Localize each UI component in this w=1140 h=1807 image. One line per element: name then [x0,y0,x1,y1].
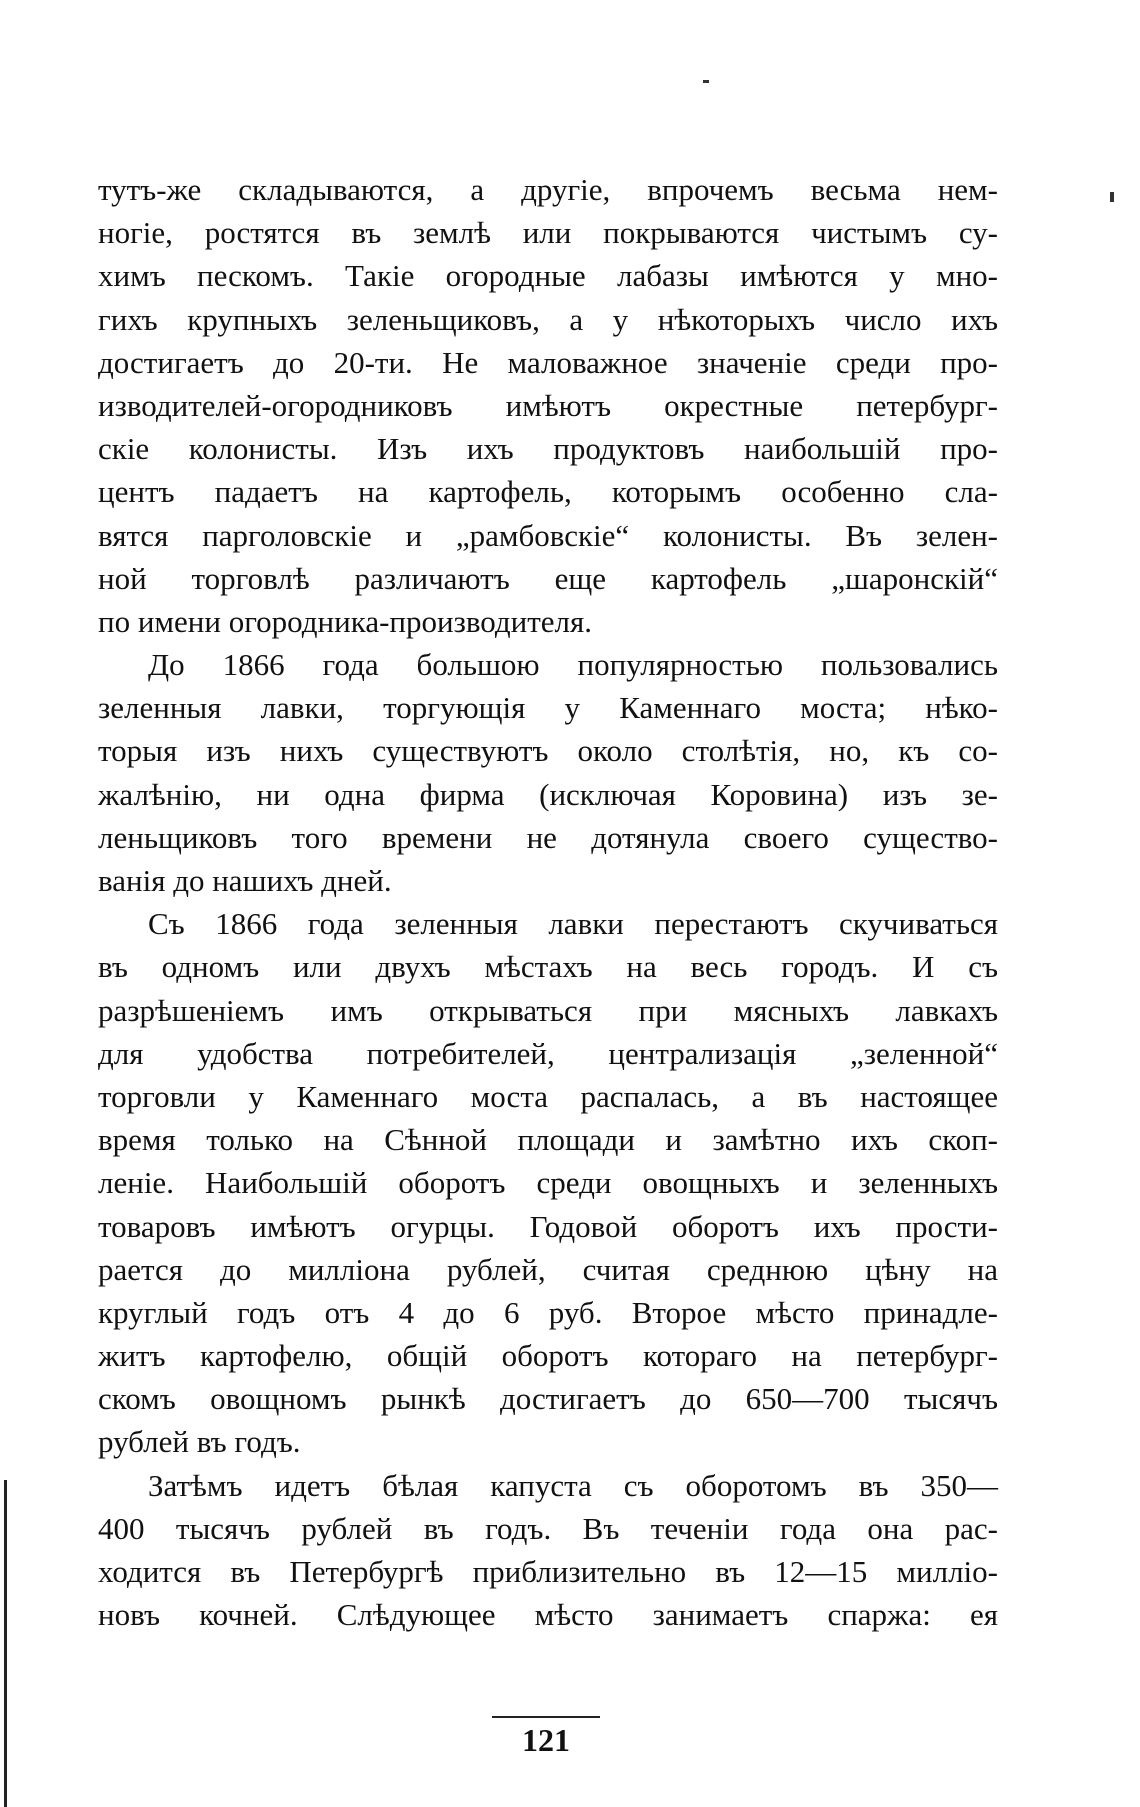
text-line: леніе. Наибольшій оборотъ среди овощныхъ и зеленныхъ [98,1165,998,1201]
text-line: достигаетъ до 20-ти. Не маловажное значеніе среди про- [98,344,998,380]
text-line: Затѣмъ идетъ бѣлая капуста съ оборотомъ въ 350— [148,1467,998,1503]
text-line: химъ пескомъ. Такіе огородные лабазы имѣются у мно- [98,258,998,294]
text-line: вятся парголовскіе и „рамбовскіе“ колонисты. Въ зелен- [98,517,998,553]
text-line: Съ 1866 года зеленныя лавки перестаютъ скучиваться [148,906,998,942]
paragraph-4 [98,1464,998,1637]
text-line: новъ кочней. Слѣдующее мѣсто занимаетъ спаржа: ея [98,1597,998,1633]
text-line: въ одномъ или двухъ мѣстахъ на весь городъ. И съ [98,949,998,985]
scan-edge-shadow [4,1480,7,1807]
text-line: рублей въ годъ. [98,1424,301,1460]
text-line: по имени огородника-производителя. [98,603,593,639]
footer-rule [492,1716,600,1718]
text-line: для удобства потребителей, централизація „зеленной“ [98,1035,998,1071]
page-number: 121 [522,1722,570,1758]
text-line: житъ картофелю, общій оборотъ котораго на петербург- [98,1338,998,1374]
text-line: леньщиковъ того времени не дотянула своего существо- [98,819,998,855]
text-line: ванія до нашихъ дней. [98,863,392,898]
text-line: торыя изъ нихъ существуютъ около столѣтія, но, къ со- [98,733,998,769]
paragraph-3 [98,902,998,1463]
text-line: центъ падаетъ на картофель, которымъ особенно сла- [98,474,998,510]
text-line: зеленныя лавки, торгующія у Каменнаго моста; нѣко- [98,690,998,726]
text-line: ходится въ Петербургѣ приблизительно въ 12—15 милліо- [98,1554,998,1589]
text-line: товаровъ имѣютъ огурцы. Годовой оборотъ ихъ прости- [98,1208,998,1244]
paragraph-2 [98,643,998,902]
text-line: изводителей-огородниковъ имѣютъ окрестные петербург- [98,387,998,423]
text-line: круглый годъ отъ 4 до 6 руб. Второе мѣсто принадле- [98,1294,998,1330]
text-line: До 1866 года большою популярностью пользовались [148,647,998,683]
text-line: время только на Сѣнной площади и замѣтно ихъ скоп- [98,1122,998,1158]
text-line: гихъ крупныхъ зеленьщиковъ, а у нѣкоторыхъ число ихъ [98,301,998,337]
text-line: ной торговлѣ различаютъ еще картофель „шаронскій“ [98,560,998,596]
text-line: 400 тысячъ рублей въ годъ. Въ теченіи года она рас- [98,1510,998,1546]
margin-mark [1110,192,1114,202]
paragraph-1 [98,168,998,643]
text-line: разрѣшеніемъ имъ открываться при мясныхъ лавкахъ [98,992,998,1028]
text-line: ногіе, ростятся въ землѣ или покрываются чистымъ су- [98,215,998,251]
text-line: жалѣнію, ни одна фирма (исключая Коровина) изъ зе- [98,776,998,812]
text-line: торговли у Каменнаго моста распалась, а въ настоящее [98,1078,998,1114]
scan-speck [703,80,709,83]
body-text [98,168,998,1636]
text-line: тутъ-же складываются, а другіе, впрочемъ весьма нем- [98,172,998,207]
text-line: рается до милліона рублей, считая среднюю цѣну на [98,1251,998,1287]
text-line: скіе колонисты. Изъ ихъ продуктовъ наибольшій про- [98,431,998,467]
text-line: скомъ овощномъ рынкѣ достигаетъ до 650—700 тысячъ [98,1381,998,1417]
